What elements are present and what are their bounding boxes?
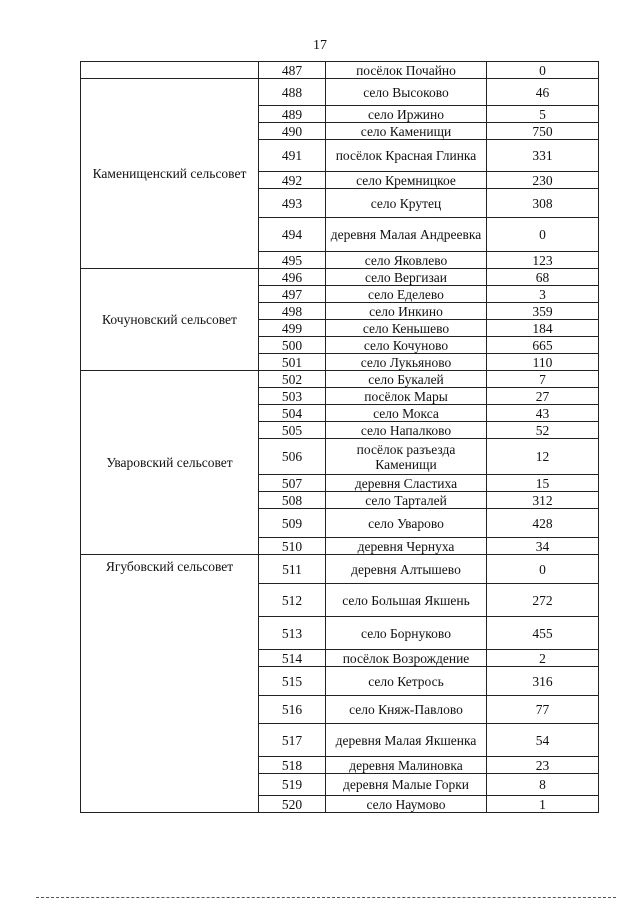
- table-row: [81, 371, 599, 388]
- row-number-cell: 505: [259, 422, 326, 439]
- settlement-name-cell: деревня Малая Андреевка: [326, 218, 487, 252]
- settlement-name-cell: село Лукьяново: [326, 354, 487, 371]
- settlement-name-cell: село Букалей: [326, 371, 487, 388]
- population-cell: 123: [487, 252, 599, 269]
- settlement-name-cell: село Каменищи: [326, 123, 487, 140]
- row-number-cell: 491: [259, 140, 326, 172]
- population-cell: 0: [487, 218, 599, 252]
- row-number-cell: 520: [259, 796, 326, 813]
- settlement-name-cell: село Уварово: [326, 509, 487, 538]
- table-row: [81, 269, 599, 286]
- population-cell: 34: [487, 538, 599, 555]
- settlement-name-cell: село Кетрось: [326, 667, 487, 696]
- row-number-cell: 497: [259, 286, 326, 303]
- population-cell: 455: [487, 617, 599, 650]
- settlement-name-cell: село Кочуново: [326, 337, 487, 354]
- population-cell: 750: [487, 123, 599, 140]
- population-cell: 110: [487, 354, 599, 371]
- settlement-name-cell: село Крутец: [326, 189, 487, 218]
- settlement-name-cell: деревня Малая Якшенка: [326, 724, 487, 757]
- row-number-cell: 502: [259, 371, 326, 388]
- population-cell: 46: [487, 79, 599, 106]
- row-number-cell: 518: [259, 757, 326, 774]
- row-number-cell: 501: [259, 354, 326, 371]
- row-number-cell: 519: [259, 774, 326, 796]
- settlement-name-cell: село Яковлево: [326, 252, 487, 269]
- population-cell: 7: [487, 371, 599, 388]
- population-cell: 331: [487, 140, 599, 172]
- row-number-cell: 511: [259, 555, 326, 584]
- row-number-cell: 496: [259, 269, 326, 286]
- row-number-cell: 516: [259, 696, 326, 724]
- settlements-table-body: [81, 62, 599, 813]
- row-number-cell: 507: [259, 475, 326, 492]
- settlement-name-cell: деревня Сластиха: [326, 475, 487, 492]
- row-number-cell: 514: [259, 650, 326, 667]
- bottom-rule: [36, 897, 616, 898]
- row-number-cell: 488: [259, 79, 326, 106]
- settlement-name-cell: село Инкино: [326, 303, 487, 320]
- row-number-cell: 513: [259, 617, 326, 650]
- settlement-name-cell: село Большая Якшень: [326, 584, 487, 617]
- row-number-cell: 517: [259, 724, 326, 757]
- row-number-cell: 489: [259, 106, 326, 123]
- settlement-name-cell: село Тарталей: [326, 492, 487, 509]
- settlement-name-cell: село Кремницкое: [326, 172, 487, 189]
- population-cell: 54: [487, 724, 599, 757]
- table-row: [81, 555, 599, 584]
- population-cell: 27: [487, 388, 599, 405]
- settlement-name-cell: деревня Алтышево: [326, 555, 487, 584]
- settlement-name-cell: село Мокса: [326, 405, 487, 422]
- row-number-cell: 506: [259, 439, 326, 475]
- population-cell: 2: [487, 650, 599, 667]
- row-number-cell: 503: [259, 388, 326, 405]
- population-cell: 68: [487, 269, 599, 286]
- settlement-name-cell: село Наумово: [326, 796, 487, 813]
- settlement-name-cell: посёлок Мары: [326, 388, 487, 405]
- row-number-cell: 494: [259, 218, 326, 252]
- settlement-name-cell: посёлок разъезда Каменищи: [326, 439, 487, 475]
- page-number: 17: [313, 38, 327, 53]
- settlement-name-cell: село Напалково: [326, 422, 487, 439]
- population-cell: 1: [487, 796, 599, 813]
- population-cell: 15: [487, 475, 599, 492]
- population-cell: 52: [487, 422, 599, 439]
- row-number-cell: 490: [259, 123, 326, 140]
- row-number-cell: 487: [259, 62, 326, 79]
- row-number-cell: 509: [259, 509, 326, 538]
- population-cell: 8: [487, 774, 599, 796]
- council-name-cell: Уваровский сельсовет: [81, 371, 259, 555]
- settlement-name-cell: село Вергизаи: [326, 269, 487, 286]
- settlement-name-cell: село Княж-Павлово: [326, 696, 487, 724]
- population-cell: 184: [487, 320, 599, 337]
- settlement-name-cell: село Иржино: [326, 106, 487, 123]
- row-number-cell: 500: [259, 337, 326, 354]
- population-cell: 312: [487, 492, 599, 509]
- population-cell: 230: [487, 172, 599, 189]
- population-cell: 23: [487, 757, 599, 774]
- settlement-name-cell: село Еделево: [326, 286, 487, 303]
- population-cell: 77: [487, 696, 599, 724]
- settlement-name-cell: деревня Малиновка: [326, 757, 487, 774]
- settlement-name-cell: посёлок Почайно: [326, 62, 487, 79]
- population-cell: 359: [487, 303, 599, 320]
- population-cell: 43: [487, 405, 599, 422]
- settlement-name-cell: деревня Чернуха: [326, 538, 487, 555]
- population-cell: 0: [487, 62, 599, 79]
- settlement-name-cell: село Высоково: [326, 79, 487, 106]
- population-cell: 5: [487, 106, 599, 123]
- row-number-cell: 510: [259, 538, 326, 555]
- settlement-name-cell: посёлок Красная Глинка: [326, 140, 487, 172]
- council-name-cell: Ягубовский сельсовет: [81, 555, 259, 813]
- settlement-name-cell: посёлок Возрождение: [326, 650, 487, 667]
- settlements-table: [80, 61, 599, 813]
- population-cell: 0: [487, 555, 599, 584]
- row-number-cell: 495: [259, 252, 326, 269]
- row-number-cell: 504: [259, 405, 326, 422]
- table-row: [81, 79, 599, 106]
- settlement-name-cell: деревня Малые Горки: [326, 774, 487, 796]
- row-number-cell: 498: [259, 303, 326, 320]
- row-number-cell: 492: [259, 172, 326, 189]
- council-name-cell: Кочуновский сельсовет: [81, 269, 259, 371]
- row-number-cell: 512: [259, 584, 326, 617]
- row-number-cell: 515: [259, 667, 326, 696]
- settlement-name-cell: село Борнуково: [326, 617, 487, 650]
- population-cell: 12: [487, 439, 599, 475]
- row-number-cell: 508: [259, 492, 326, 509]
- row-number-cell: 499: [259, 320, 326, 337]
- council-name-cell: Каменищенский сельсовет: [81, 79, 259, 269]
- table-row: [81, 62, 599, 79]
- settlement-name-cell: село Кеньшево: [326, 320, 487, 337]
- population-cell: 3: [487, 286, 599, 303]
- council-name-cell: [81, 62, 259, 79]
- population-cell: 308: [487, 189, 599, 218]
- population-cell: 428: [487, 509, 599, 538]
- population-cell: 272: [487, 584, 599, 617]
- population-cell: 316: [487, 667, 599, 696]
- row-number-cell: 493: [259, 189, 326, 218]
- population-cell: 665: [487, 337, 599, 354]
